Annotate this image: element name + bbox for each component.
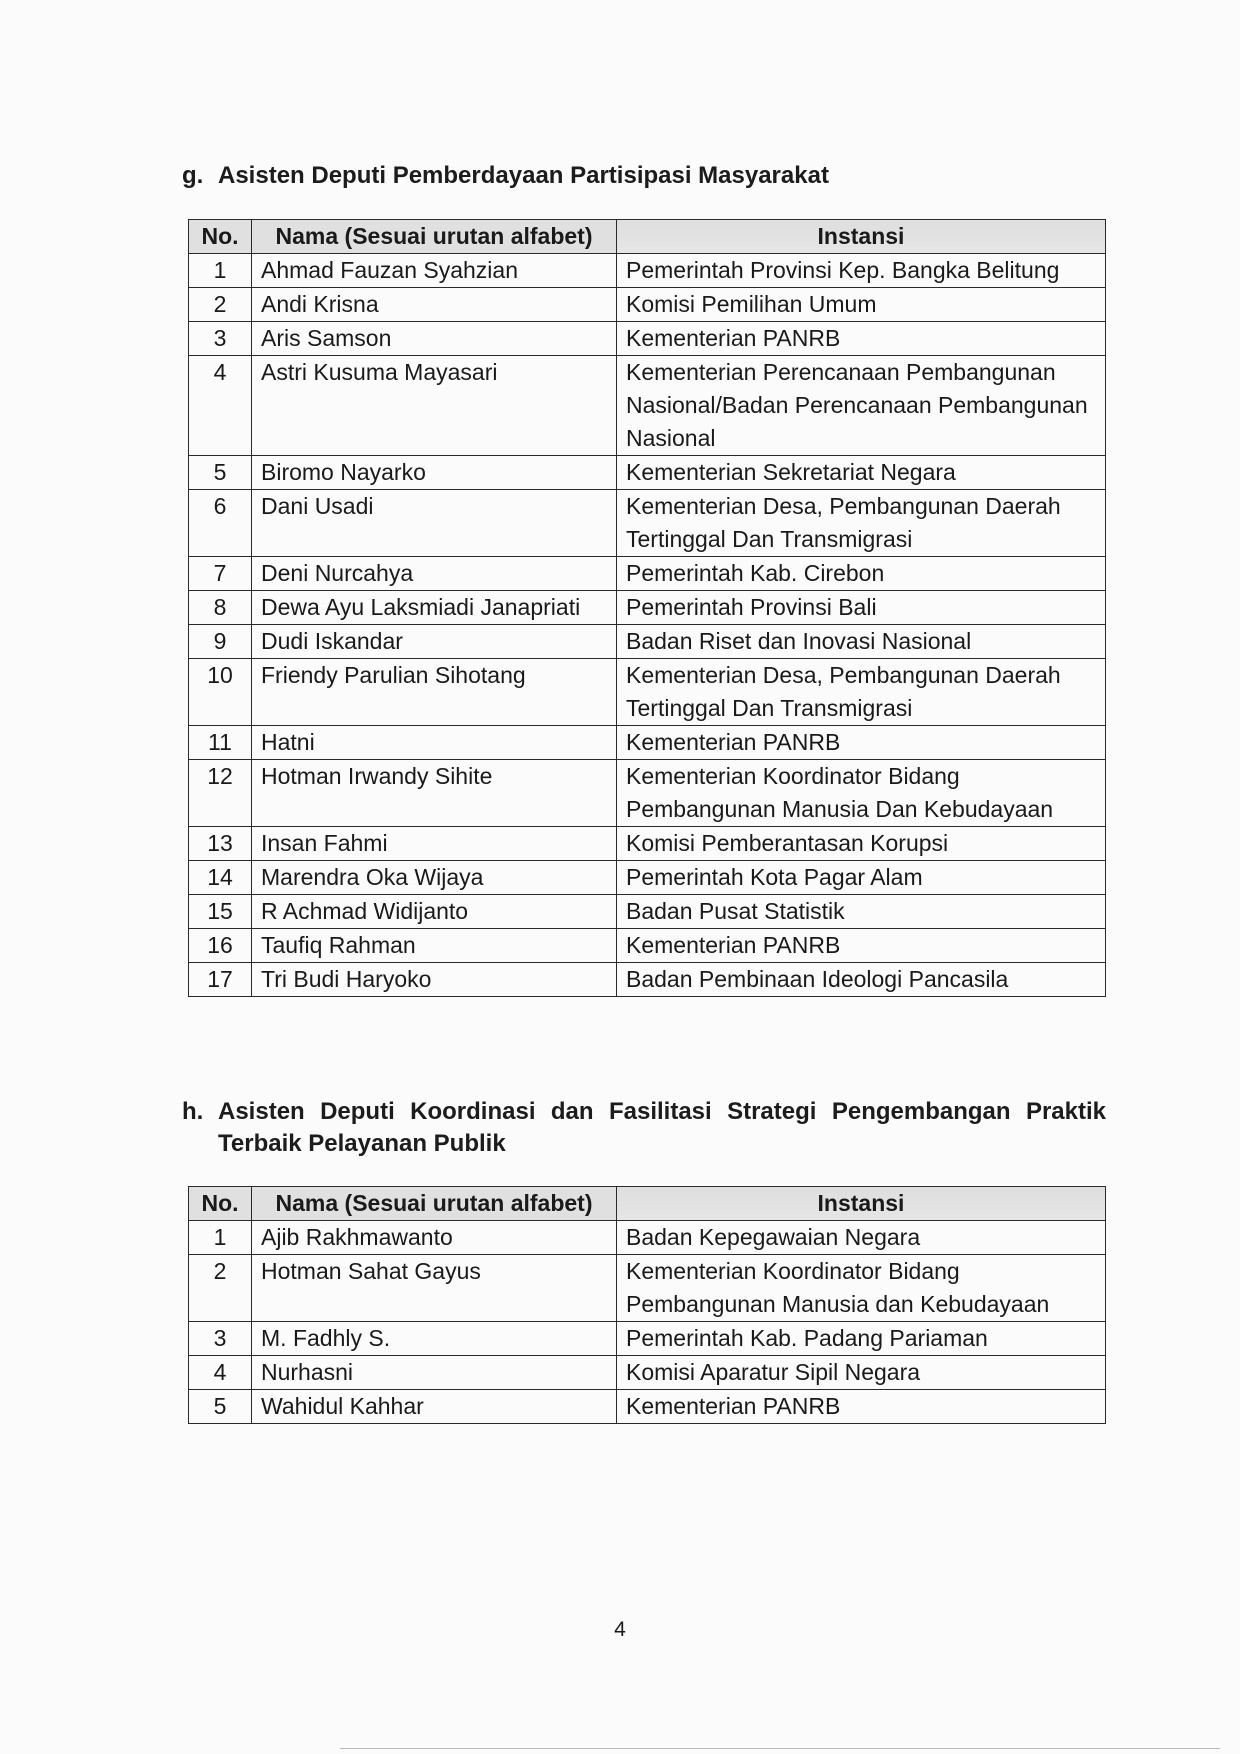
row-name: Astri Kusuma Mayasari bbox=[252, 356, 617, 456]
row-name: Dani Usadi bbox=[252, 490, 617, 557]
section-h-table bbox=[188, 1186, 1106, 1424]
section-g-rows bbox=[189, 254, 1106, 997]
row-name: Biromo Nayarko bbox=[252, 456, 617, 490]
row-name: Ahmad Fauzan Syahzian bbox=[252, 254, 617, 288]
row-name: Hatni bbox=[252, 726, 617, 760]
row-number: 4 bbox=[189, 1356, 252, 1390]
table-row bbox=[189, 659, 1106, 726]
row-name: Nurhasni bbox=[252, 1356, 617, 1390]
table-row bbox=[189, 1322, 1106, 1356]
row-number: 7 bbox=[189, 557, 252, 591]
row-number: 2 bbox=[189, 1255, 252, 1322]
section-g-letter: g. bbox=[182, 162, 204, 189]
section-h-rows bbox=[189, 1221, 1106, 1424]
section-h-title-line2: Terbaik Pelayanan Publik bbox=[218, 1130, 506, 1157]
row-name: Insan Fahmi bbox=[252, 827, 617, 861]
section-h-heading bbox=[182, 1096, 1106, 1160]
scan-edge-line bbox=[340, 1748, 1220, 1749]
row-number: 6 bbox=[189, 490, 252, 557]
row-number: 10 bbox=[189, 659, 252, 726]
row-name: Tri Budi Haryoko bbox=[252, 963, 617, 997]
table-header-row bbox=[189, 220, 1106, 254]
row-name: Andi Krisna bbox=[252, 288, 617, 322]
row-name: Friendy Parulian Sihotang bbox=[252, 659, 617, 726]
section-g-table bbox=[188, 219, 1106, 997]
section-h-title-line1: Asisten Deputi Koordinasi dan Fasilitasi Strategi Pengembangan Praktik bbox=[218, 1098, 1106, 1125]
header-instansi: Instansi bbox=[617, 1187, 1106, 1221]
table-row bbox=[189, 929, 1106, 963]
row-instansi: Komisi Pemilihan Umum bbox=[617, 288, 1106, 322]
row-number: 13 bbox=[189, 827, 252, 861]
table-row bbox=[189, 895, 1106, 929]
row-number: 3 bbox=[189, 1322, 252, 1356]
section-g-heading bbox=[182, 160, 829, 192]
row-number: 1 bbox=[189, 254, 252, 288]
row-name: M. Fadhly S. bbox=[252, 1322, 617, 1356]
row-name: R Achmad Widijanto bbox=[252, 895, 617, 929]
row-instansi: Komisi Aparatur Sipil Negara bbox=[617, 1356, 1106, 1390]
row-number: 16 bbox=[189, 929, 252, 963]
header-name: Nama (Sesuai urutan alfabet) bbox=[252, 220, 617, 254]
table-row bbox=[189, 356, 1106, 456]
table-header-row bbox=[189, 1187, 1106, 1221]
table-row bbox=[189, 827, 1106, 861]
row-instansi: Badan Kepegawaian Negara bbox=[617, 1221, 1106, 1255]
table-row bbox=[189, 288, 1106, 322]
row-number: 17 bbox=[189, 963, 252, 997]
row-name: Hotman Sahat Gayus bbox=[252, 1255, 617, 1322]
row-instansi: Pemerintah Kab. Padang Pariaman bbox=[617, 1322, 1106, 1356]
row-instansi: Kementerian PANRB bbox=[617, 322, 1106, 356]
header-no: No. bbox=[189, 1187, 252, 1221]
section-g-title: Asisten Deputi Pemberdayaan Partisipasi Masyarakat bbox=[218, 162, 829, 189]
table-row bbox=[189, 625, 1106, 659]
table-row bbox=[189, 456, 1106, 490]
row-name: Taufiq Rahman bbox=[252, 929, 617, 963]
row-name: Ajib Rakhmawanto bbox=[252, 1221, 617, 1255]
row-number: 15 bbox=[189, 895, 252, 929]
table-row bbox=[189, 861, 1106, 895]
row-name: Aris Samson bbox=[252, 322, 617, 356]
row-instansi: Pemerintah Provinsi Kep. Bangka Belitung bbox=[617, 254, 1106, 288]
row-number: 1 bbox=[189, 1221, 252, 1255]
row-instansi: Kementerian PANRB bbox=[617, 929, 1106, 963]
row-instansi: Kementerian Desa, Pembangunan Daerah Tertinggal Dan Transmigrasi bbox=[617, 490, 1106, 557]
table-row bbox=[189, 1221, 1106, 1255]
table-row bbox=[189, 1255, 1106, 1322]
section-h-letter: h. bbox=[182, 1098, 204, 1125]
table-row bbox=[189, 557, 1106, 591]
row-instansi: Pemerintah Provinsi Bali bbox=[617, 591, 1106, 625]
row-number: 4 bbox=[189, 356, 252, 456]
table-row bbox=[189, 726, 1106, 760]
row-instansi: Kementerian Koordinator Bidang Pembangunan Manusia dan Kebudayaan bbox=[617, 1255, 1106, 1322]
row-instansi: Komisi Pemberantasan Korupsi bbox=[617, 827, 1106, 861]
row-number: 11 bbox=[189, 726, 252, 760]
row-name: Deni Nurcahya bbox=[252, 557, 617, 591]
row-instansi: Pemerintah Kab. Cirebon bbox=[617, 557, 1106, 591]
row-instansi: Kementerian Koordinator Bidang Pembangunan Manusia Dan Kebudayaan bbox=[617, 760, 1106, 827]
row-instansi: Kementerian PANRB bbox=[617, 1390, 1106, 1424]
row-number: 3 bbox=[189, 322, 252, 356]
row-number: 2 bbox=[189, 288, 252, 322]
row-name: Dewa Ayu Laksmiadi Janapriati bbox=[252, 591, 617, 625]
header-instansi: Instansi bbox=[617, 220, 1106, 254]
table-row bbox=[189, 760, 1106, 827]
row-instansi: Badan Pusat Statistik bbox=[617, 895, 1106, 929]
row-instansi: Kementerian Perencanaan Pembangunan Nasional/Badan Perencanaan Pembangunan Nasional bbox=[617, 356, 1106, 456]
row-name: Hotman Irwandy Sihite bbox=[252, 760, 617, 827]
row-name: Wahidul Kahhar bbox=[252, 1390, 617, 1424]
row-name: Dudi Iskandar bbox=[252, 625, 617, 659]
row-instansi: Kementerian Sekretariat Negara bbox=[617, 456, 1106, 490]
row-number: 8 bbox=[189, 591, 252, 625]
row-number: 5 bbox=[189, 456, 252, 490]
row-instansi: Pemerintah Kota Pagar Alam bbox=[617, 861, 1106, 895]
table-row bbox=[189, 322, 1106, 356]
row-number: 5 bbox=[189, 1390, 252, 1424]
row-number: 12 bbox=[189, 760, 252, 827]
row-number: 14 bbox=[189, 861, 252, 895]
table-row bbox=[189, 490, 1106, 557]
table-row bbox=[189, 1390, 1106, 1424]
header-name: Nama (Sesuai urutan alfabet) bbox=[252, 1187, 617, 1221]
table-row bbox=[189, 591, 1106, 625]
table-row bbox=[189, 1356, 1106, 1390]
row-instansi: Badan Pembinaan Ideologi Pancasila bbox=[617, 963, 1106, 997]
row-name: Marendra Oka Wijaya bbox=[252, 861, 617, 895]
table-row bbox=[189, 963, 1106, 997]
row-instansi: Badan Riset dan Inovasi Nasional bbox=[617, 625, 1106, 659]
row-number: 9 bbox=[189, 625, 252, 659]
row-instansi: Kementerian Desa, Pembangunan Daerah Tertinggal Dan Transmigrasi bbox=[617, 659, 1106, 726]
page-number: 4 bbox=[614, 1618, 626, 1641]
row-instansi: Kementerian PANRB bbox=[617, 726, 1106, 760]
header-no: No. bbox=[189, 220, 252, 254]
table-row bbox=[189, 254, 1106, 288]
